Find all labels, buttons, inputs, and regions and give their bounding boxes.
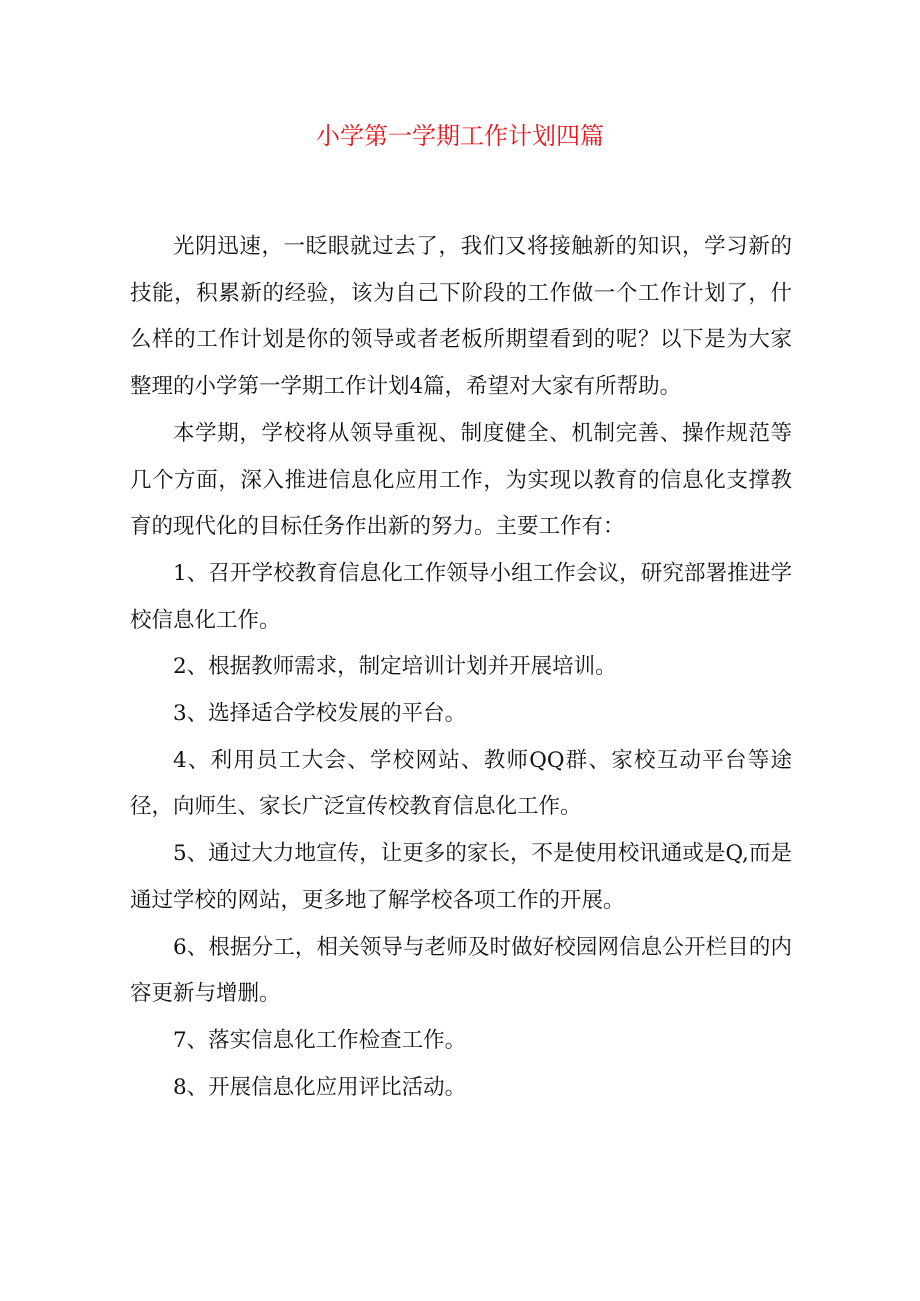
list-item: 6、根据分工，相关领导与老师及时做好校园网信息公开栏目的内容更新与增删。 bbox=[130, 934, 792, 1007]
list-item: 4、利用员工大会、学校网站、教师QQ群、家校互动平台等途径，向师生、家长广泛宣传校教育信息化工作。 bbox=[130, 747, 792, 820]
list-item: 3、选择适合学校发展的平台。 bbox=[173, 701, 467, 727]
list-item: 5、通过大力地宣传，让更多的家长，不是使用校讯通或是Q,而是通过学校的网站，更多地了解学校各项工作的开展。 bbox=[130, 841, 792, 913]
document-body bbox=[130, 224, 792, 1111]
list-item: 1、召开学校教育信息化工作领导小组工作会议，研究部署推进学校信息化工作。 bbox=[130, 560, 792, 633]
list-item: 2、根据教师需求，制定培训计划并开展培训。 bbox=[173, 654, 617, 680]
paragraph-overview: 本学期，学校将从领导重视、制度健全、机制完善、操作规范等几个方面，深入推进信息化应用工作，为实现以教育的信息化支撑教育的现代化的目标任务作出新的努力。主要工作有： bbox=[130, 420, 792, 540]
list-item: 7、落实信息化工作检查工作。 bbox=[173, 1027, 467, 1053]
document-title: 小学第一学期工作计划四篇 bbox=[316, 122, 604, 150]
paragraph-intro: 光阴迅速，一眨眼就过去了，我们又将接触新的知识，学习新的技能，积累新的经验，该为自己下阶段的工作做一个工作计划了，什么样的工作计划是你的领导或者老板所期望看到的呢？以下是为大家整理的小学第一学期工作计划4篇，希望对大家有所帮助。 bbox=[130, 234, 792, 400]
list-item: 8、开展信息化应用评比活动。 bbox=[173, 1074, 467, 1100]
